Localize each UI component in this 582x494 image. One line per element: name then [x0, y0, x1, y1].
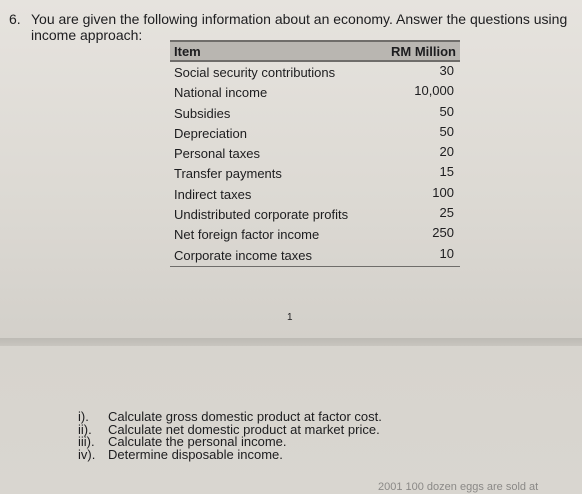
row-label: Corporate income taxes: [174, 247, 313, 263]
table-bottom-rule: [170, 266, 460, 267]
table-header: [170, 40, 460, 62]
table-row: [170, 103, 460, 123]
question-text-line-1: You are given the following information about an economy. Answer the questions using: [31, 11, 568, 27]
bleed-through-text: 2001 100 dozen eggs are sold at: [378, 481, 539, 493]
table-row: [170, 123, 460, 143]
row-label: Net foreign factor income: [174, 227, 320, 243]
task-number: i).: [78, 409, 89, 424]
table-row: [170, 184, 460, 204]
header-item: Item: [174, 44, 201, 59]
row-value: 15: [439, 164, 454, 180]
table-row: [170, 224, 460, 244]
task-number: ii).: [78, 421, 92, 437]
table-row: [170, 245, 460, 265]
row-label: National income: [174, 85, 268, 101]
row-value: 50: [439, 103, 454, 119]
row-label: Transfer payments: [174, 166, 282, 182]
row-value: 25: [439, 205, 454, 221]
table-row: [170, 163, 460, 183]
task-number: iv).: [78, 446, 96, 462]
task-number: iii).: [78, 434, 95, 449]
row-value: 100: [432, 184, 454, 200]
table-row: [170, 62, 460, 82]
task-text: Determine disposable income.: [108, 446, 283, 462]
row-value: 50: [439, 123, 454, 139]
table-row: [170, 143, 460, 163]
row-value: 10: [439, 245, 454, 261]
table-row: [170, 82, 460, 102]
row-value: 30: [439, 63, 454, 78]
row-label: Indirect taxes: [174, 186, 252, 202]
task-text: Calculate net domestic product at market price.: [108, 421, 380, 437]
task-text: Calculate the personal income.: [108, 434, 287, 449]
row-value: 20: [439, 144, 454, 160]
table-row: [170, 204, 460, 224]
question-text-line-2: income approach:: [31, 27, 143, 43]
row-label: Personal taxes: [174, 146, 260, 162]
page-number: 1: [287, 312, 293, 323]
row-label: Subsidies: [174, 105, 231, 121]
economy-info-table: [170, 40, 460, 267]
row-label: Depreciation: [174, 125, 247, 141]
header-value: RM Million: [391, 44, 456, 59]
question-number: 6.: [9, 11, 21, 27]
task-text: Calculate gross domestic product at factor cost.: [108, 409, 382, 424]
row-label: Undistributed corporate profits: [174, 207, 349, 223]
row-value: 10,000: [414, 83, 454, 99]
row-label: Social security contributions: [174, 65, 336, 80]
row-value: 250: [432, 225, 454, 241]
